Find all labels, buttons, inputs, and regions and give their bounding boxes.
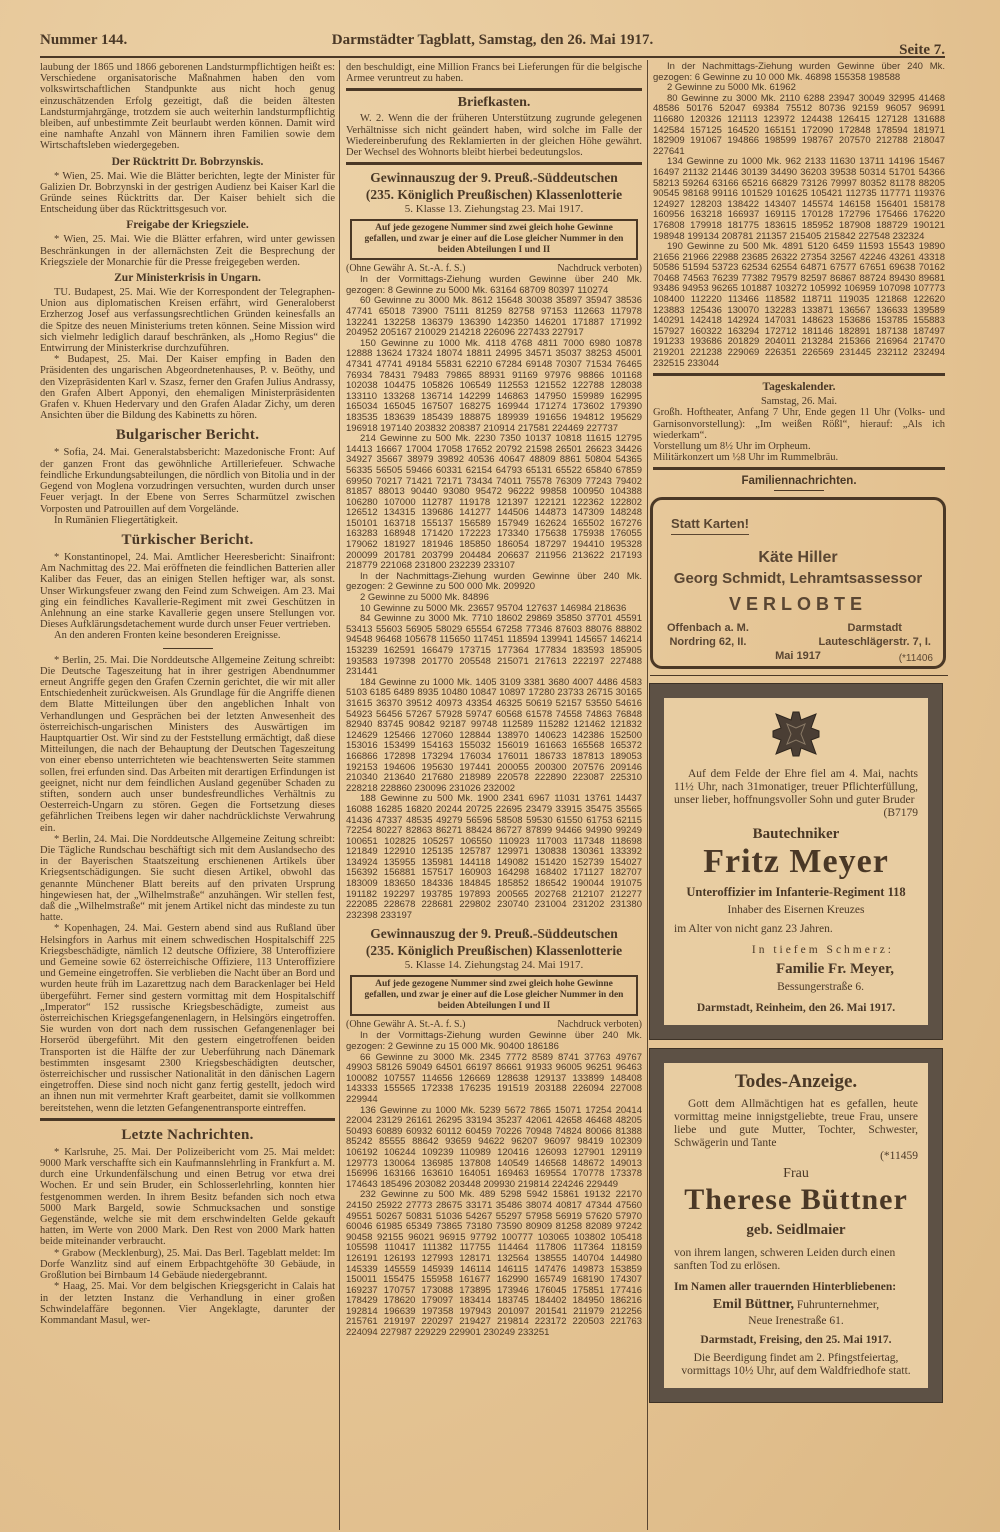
signer-job: Fuhrunternehmer, xyxy=(796,1299,880,1312)
lottery-numbers: 190 Gewinne zu 500 Mk. 4891 5120 6459 11593 15543 19890 21656 21966 22988 23685 26322 27354 32567 42246 43261 43318 50586 51594 53723 62534 62554 64871 67577 67651 69638 70162 70468 74563 76239 77382 79579 82597 86867 88724 89430 89681 93486 94953 96265 101887 103272 105992 106959 107098 107773 108400 112220 113466 118582 118711 119035 121868 122620 123883 125436 130070 132283 133871 136567 136633 139589 140291 142418 142924 147031 148623 153686 153785 155883 157927 160322 163294 172712 181146 182891 187138 187497 191233 193686 201829 204011 213284 215366 216964 217470 219201 221238 229069 226351 226569 231445 232112 232494 232515 233044 xyxy=(653,241,945,369)
lottery-numbers: In der Nachmittags-Ziehung wurden Gewinne über 240 Mk. gezogen: 2 Gewinne zu 500 000 Mk. 209920 xyxy=(346,570,642,593)
lottery-numbers: 80 Gewinne zu 3000 Mk. 2110 6288 23947 30049 32995 41468 48586 50176 52047 69384 75512 80736 92159 96057 96991 116680 120326 121113 123972 124438 126415 127128 131688 142584 157125 164520 165151 172090 172848 178594 181971 182909 191067 194866 198599 198767 207570 212788 218047 227641 xyxy=(653,92,945,157)
place-date: Darmstadt, Freising, den 25. Mai 1917. xyxy=(700,1334,892,1347)
lottery-date: 5. Klasse 13. Ziehungstag 23. Mai 1917. xyxy=(404,203,584,216)
newspaper-title: Darmstädter Tagblatt, Samstag, den 26. Mai 1917. xyxy=(331,32,654,48)
deceased-award: Inhaber des Eisernen Kreuzes xyxy=(727,904,865,917)
article-heading: Zur Ministerkrisis in Ungarn. xyxy=(114,272,261,285)
column-divider xyxy=(339,60,340,1530)
page-header xyxy=(40,30,945,58)
deceased-title: Bautechniker xyxy=(752,826,840,843)
article-text: * Konstantinopel, 24. Mai. Amtlicher Heeresbericht: Sinaifront: Am Nachmittag des 22. Mai eröffneten die feindlichen Batterien aller Kaliber das Feuer, das an einigen Stellen heftiger war, als sonst. Unser Wirkungsfeuer zwang den Feind zum Schweigen. Am 23. Mai ging ein feindliches Kavallerie-Regiment mit zwei Geschützen in Anlehnung an eine starke Kavallerie gegen unsere Stellungen vor. Dieses Aufklärungsdetachement wurde durch unser Feuer vertrieben. xyxy=(40,551,335,631)
obituary-buettner xyxy=(650,1049,942,1402)
reprint-forbidden: Nachdruck verboten) xyxy=(557,263,642,275)
no-guarantee: (Ohne Gewähr A. St.-A. f. S.) xyxy=(346,263,466,275)
ad-date: Mai 1917 xyxy=(775,650,821,663)
article-text: * Berlin, 24. Mai. Die Norddeutsche Allgemeine Zeitung schreibt: Die Tägliche Rundschau beschäftigt sich mit dem Auslandsecho des in der Bayerischen Staatszeitung erschienenen Artikels über Kriegsentschädigungen. Sie sucht diesen Artikel, obwohl das genannte Münchener Blatt bereits auf den privaten Ursprung hingewiesen hat, der „Wilhelmstraße“ anzuhängen. Wir stellen fest, daß die „Wilhelmstraße“ mit jenem Artikel nicht das mindeste zu tun hatte. xyxy=(40,833,335,924)
article-text: * Wien, 25. Mai. Wie die Blätter berichten, legte der Minister für Galizien Dr. Bobrzynski in der gestrigen Audienz bei Kaiser Karl die Gründe seines Rücktritts dar. Der Kaiser behielt sich die Entscheidung über das Rücktrittsgesuch vor. xyxy=(40,170,335,216)
grief-line: In tiefem Schmerz: xyxy=(751,944,894,957)
deceased-age: im Alter von nicht ganz 23 Jahren. xyxy=(674,923,833,936)
article-text: laubung der 1865 und 1866 geborenen Landsturmpflichtigen heißt es: Verschiedene organisatorische Maßnahmen haben den vom volkswirtschaftlichen Standpunkte aus nicht hoch genug einzuschätzenden Erfolg gezeitigt, daß die beiden ältesten Landsturmjahrgänge, trotzdem sie auch weiterhin landsturmpflichtig bleiben, auf unbestimmte Zeit beurlaubt werden können. Damit wird eine namhafte Anzahl von Männern ihren Familien sowie dem Wirtschaftsleben wiedergegeben. xyxy=(40,62,335,152)
article-text: den beschuldigt, eine Million Francs bei Lieferungen für die belgische Armee veruntreut zu haben. xyxy=(346,62,642,85)
engagement-announcement xyxy=(650,497,946,669)
ad-label: Statt Karten! xyxy=(671,516,749,535)
calendar-entry: Vorstellung um 8½ Uhr im Orpheum. xyxy=(653,441,811,453)
calendar-entry: Großh. Hoftheater, Anfang 7 Uhr, Ende gegen 11 Uhr (Volks- und Garnisonvorstellung): „Im weißen Rößl“, hierauf: „Als ich wiederkam“. xyxy=(653,407,945,441)
place-date: Darmstadt, Reinheim, den 26. Mai 1917. xyxy=(696,1002,896,1015)
signer-name: Emil Büttner, xyxy=(712,1297,794,1313)
lottery-numbers: 188 Gewinne zu 500 Mk. 1900 2341 6967 11031 13761 14437 16088 16285 16820 20244 20725 22695 23479 33915 35475 35565 41436 47337 48535 49279 56596 58508 59530 61550 61753 62115 72254 80227 82863 86271 88424 86727 87899 94466 94990 99249 100651 102825 105257 106550 110923 117003 117348 118698 121849 122910 125135 125787 129971 130838 130361 133392 134924 135955 135981 144118 149082 151420 152739 154027 156392 156881 157517 160903 164298 168402 171127 182707 183009 183650 184336 184845 185852 186542 190044 191075 191182 192297 193785 197893 200565 202768 212107 212277 222085 228678 228681 229802 230740 231004 231202 231380 232398 233197 xyxy=(346,793,642,921)
divider xyxy=(163,648,213,649)
lottery-title: Gewinnauszug der 9. Preuß.-Süddeutschen xyxy=(370,926,618,942)
middle-column xyxy=(346,62,642,1339)
divider xyxy=(650,675,948,676)
lottery-numbers: 2 Gewinne zu 5000 Mk. 84896 xyxy=(360,592,489,604)
lottery-numbers: 84 Gewinne zu 3000 Mk. 7710 18602 29869 35850 37701 45591 53413 55603 56905 58029 65554 67258 77346 87603 88076 88802 94548 96468 105678 115650 117451 118594 139941 145657 146214 153239 162591 166479 173715 177364 177834 183593 185905 193583 197398 201770 205548 215071 217613 222197 227488 231441 xyxy=(346,613,642,678)
left-column xyxy=(40,62,335,1326)
article-text: * Berlin, 25. Mai. Die Norddeutsche Allgemeine Zeitung schreibt: Die Deutsche Tageszeitung hat in ihrer gestrigen Abendnummer erneut Angriffe gegen den Grafen Czernin gerichtet, die wir mit aller Entschiedenheit zurückweisen. Als Grundlage für die Angriffe dienen dem Blatte Mitteilungen über den angeblichen Inhalt von Verhandlungen und Gesprächen bei der letzten Anwesenheit des österreichisch-ungarischen Ministers des Auswärtigen im Hauptquartier Ost. Wir sind zu der Feststellung ermächtigt, daß diese Mitteilungen, die nach der Behauptung der Deutschen Tageszeitung von einer ebenso unterrichteten wie beachtenswerten Seite stammen sollen, frei erfunden sind. Das Arbeiten mit derartigen Erfindungen ist geeignet, nicht nur dem feindlichen Ausland gegenüber Schaden zu stiften, sondern auch unser bundesfreundliches Verhältnis zu Oesterreich-Ungarn zu stören. Gegen die Fortsetzung dieses gefährlichen Treibens legen wir daher nachdrücklichste Verwahrung ein. xyxy=(40,654,335,834)
article-text: W. 2. Wenn die der früheren Unterstützung zugrunde gelegenen Verhältnisse sich nicht geändert haben, wird solche im Falle der Wiedereinberufung des Reklamierten in der gleichen Höhe gewährt. Der Wechsel des Wohnorts bleibt hierbei bedeutungslos. xyxy=(346,113,642,159)
right-column xyxy=(653,62,945,1402)
article-text: * Sofia, 24. Mai. Generalstabsbericht: Mazedonische Front: Auf der ganzen Front das gewöhnliche Artilleriefeuer. Schwache feindliche Erkundungsabteilungen, die nördlich von Bitolia und in der Gegend von Moglena vorzudringen versuchten, wurden durch unser Feuer verjagt. In der Ebene von Serres Scharmützel zwischen Vorposten und Patrouillen auf dem Vorgelände. xyxy=(40,447,335,515)
article-text: * Budapest, 25. Mai. Der Kaiser empfing in Baden den Präsidenten des ungarischen Abgeordnetenhauses, P. v. Beöthy, und den Vizepräsidenten Karl v. Szasz, ferner den Grafen Julius Andrassy, den Grafen Albert Apponyi, den ehemaligen Ministerpräsidenten Grafen v. Khuen Hedervary und den Grafen Aladar Zichy, um deren Ansichten über die Bildung des Kabinetts zu hören. xyxy=(40,354,335,422)
section-heading: Türkischer Bericht. xyxy=(121,531,254,548)
divider xyxy=(40,1118,335,1121)
city: Darmstadt xyxy=(847,622,902,635)
calendar-entry: Militärkonzert um ½8 Uhr im Rummelbräu. xyxy=(653,452,839,464)
groom-name: Georg Schmidt, Lehramtsassessor xyxy=(673,570,923,588)
street: Nordring 62, II. xyxy=(669,636,747,649)
bride-name: Käte Hiller xyxy=(758,549,838,567)
lottery-numbers: 66 Gewinne zu 3000 Mk. 2345 7772 8589 8741 37763 49767 49903 58126 59049 64501 66197 86661 91933 96005 96251 96463 100082 107557 114656 126669 128638 129137 133899 148408 143333 155565 172338 176235 191519 203188 226094 227008 229944 xyxy=(346,1051,642,1105)
lottery-numbers: 134 Gewinne zu 1000 Mk. 962 2133 11630 13711 14196 15467 16497 21132 21446 30139 34490 36203 39538 50314 51701 54366 58213 59264 63166 65216 66829 73126 79997 80352 81178 88205 90545 98168 99116 101529 101625 105421 112735 117771 119376 124927 128203 138422 143407 145574 146158 156401 158178 160956 163218 166937 169115 170128 172796 175466 176220 176808 179918 181775 183615 185952 187908 188729 190121 198948 199134 208781 211357 215405 215842 227548 232324 xyxy=(653,156,945,242)
page-number: Seite 7. xyxy=(899,42,945,58)
signer-address: Neue Irenestraße 61. xyxy=(748,1315,844,1328)
section-heading: Letzte Nachrichten. xyxy=(121,1126,254,1143)
lottery-numbers: 184 Gewinne zu 1000 Mk. 1405 3109 3381 3680 4007 4486 4583 5103 6185 6489 8935 10480 10847 10897 17280 23733 26715 30165 31615 36370 39512 40973 43354 46325 50619 52157 53550 54616 54923 56456 57267 57928 59747 60568 61578 74558 74863 76848 82940 83745 90842 92187 99748 112589 115282 121462 121832 124629 125466 127060 128844 138970 140623 142386 152500 153016 153499 154163 155032 156019 161663 165568 165372 166866 172898 173294 176034 176011 186733 187813 189053 192153 194606 195630 197441 200055 200300 207576 209146 210340 213640 217680 218989 220578 222890 223087 225310 228218 228860 230096 231026 232002 xyxy=(346,676,642,794)
deceased-rank: Unteroffizier im Infanterie-Regiment 118 xyxy=(686,885,906,900)
lottery-numbers: 232 Gewinne zu 500 Mk. 489 5298 5942 15861 19132 22170 24150 25922 27773 28675 33171 35486 38074 40817 47344 47560 49551 50267 50831 51036 54267 55297 57958 56919 57620 57970 60046 61985 65349 73865 73180 73590 80909 81258 82089 97242 90458 92155 96021 96915 97792 100777 103065 103802 105418 105598 110417 111382 117755 114464 117806 117364 118159 126191 126193 127993 128171 132564 138555 140704 144980 145339 145559 145939 146114 146115 147476 149873 153859 150011 155475 155958 161677 162990 165749 168190 174307 169237 170757 173088 173895 173946 176045 175851 177416 178429 178620 179097 183414 183745 184402 184950 186216 192814 196639 197358 197943 201097 201541 211979 212256 215761 219197 220297 219427 219814 223172 220503 221763 224094 227987 229229 229901 230249 233251 xyxy=(346,1189,642,1339)
lottery-numbers: In der Vormittags-Ziehung wurden Gewinne über 240 Mk. gezogen: 8 Gewinne zu 5000 Mk. 63164 68709 80397 110274 xyxy=(346,274,642,296)
obituary-meyer xyxy=(650,684,942,1039)
reprint-forbidden: Nachdruck verboten) xyxy=(557,1019,642,1031)
lottery-notice: Auf jede gezogene Nummer sind zwei gleich hohe Gewinne gefallen, und zwar je einer auf die Lose gleicher Nummer in den beiden Abteilungen I und II xyxy=(350,975,638,1016)
divider xyxy=(346,162,642,165)
lottery-numbers: In der Nachmittags-Ziehung wurden Gewinne über 240 Mk. gezogen: 6 Gewinne zu 10 000 Mk. 46898 155358 198588 xyxy=(653,61,945,83)
lottery-numbers: 60 Gewinne zu 3000 Mk. 8612 15648 30038 35897 35947 38536 47741 65018 73900 75111 81259 82758 97153 112663 117978 132241 132258 136379 136390 142350 146201 171887 171992 204952 205167 210029 214218 226096 227433 227917 xyxy=(346,295,642,339)
bereaved-line: Im Namen aller trauernden Hinterbliebenen: xyxy=(674,1281,897,1294)
obituary-title: Todes-Anzeige. xyxy=(734,1071,858,1093)
article-text: * Karlsruhe, 25. Mai. Der Polizeibericht vom 25. Mai meldet: 9000 Mark verschaffte sich ein Kaufmannslehrling in Frankfurt a. M. durch eine Urkundenfälschung und einen Betrug vor etwa drei Wochen. Er und sein Bruder, ein Schlosserlehrling, konnten hier festgenommen werden. In ihrem Besitz befanden sich noch etwa 5000 Mark Bargeld, sowie Schmucksachen und sonstige Gegenstände, welche sie mit dem erschwindelten Gelde gekauft hatten, im Werte von 2000 Mark. Den Rest von 2000 Mark hatten beide miteinander verbraucht. xyxy=(40,1146,335,1248)
divider xyxy=(653,373,945,376)
section-heading: Bulgarischer Bericht. xyxy=(115,427,260,444)
family-address: Bessungerstraße 6. xyxy=(777,981,864,994)
lottery-numbers: 214 Gewinne zu 500 Mk. 2230 7350 10137 10818 11615 12795 14413 16667 17004 17058 17652 20792 21598 26501 26623 34426 34927 35667 38979 39892 40536 40647 48809 8861 50804 54365 56335 56505 59466 60331 62154 64793 65131 65522 65840 67859 69950 70217 71421 72171 73434 74011 75578 76309 77243 79402 81857 88013 90440 93080 95472 96222 99858 100950 104388 106280 107000 112787 119178 121397 122121 122362 122802 126512 134315 139686 141277 144506 144873 147309 148248 150101 163718 155137 156589 157949 162624 165502 167276 163283 168948 171420 172223 173340 175638 175938 176055 179062 181927 181946 185850 186054 187297 194410 195328 200099 201781 203799 204484 206637 211956 213622 217193 218779 221068 231800 232239 233107 xyxy=(346,433,642,572)
lottery-numbers: 2 Gewinne zu 5000 Mk. 61962 xyxy=(667,82,796,94)
no-guarantee: (Ohne Gewähr A. St.-A. f. S.) xyxy=(346,1019,466,1031)
article-heading: Tageskalender. xyxy=(762,381,836,394)
obituary-text: von ihrem langen, schweren Leiden durch einen sanften Tod zu erlösen. xyxy=(674,1247,896,1273)
maiden-name: geb. Seidlmaier xyxy=(746,1222,846,1239)
lottery-numbers: 150 Gewinne zu 1000 Mk. 4118 4768 4811 7000 6980 10878 12888 13624 17324 18074 18811 24995 34571 35037 38253 45001 47341 47741 49184 55831 62210 67284 69148 70307 71534 76465 76934 78431 79483 79865 88931 91169 97976 98866 101168 102038 104475 105826 106549 112553 121552 122788 128038 133110 133268 136714 142299 146863 147950 159989 162995 165034 165045 167507 168275 169944 171274 173602 179390 183535 183639 185439 188875 189939 191656 194812 195629 196918 197140 203832 208387 210914 217581 224469 227737 xyxy=(346,337,642,434)
article-heading: Briefkasten. xyxy=(457,95,531,111)
obituary-intro: Gott dem Allmächtigen hat es gefallen, heute vormittag meine innigstgeliebte, treue Frau, unsere liebe und gute Mutter, Tochter, Schwester, Schwägerin und Tante xyxy=(674,1098,918,1150)
article-text: In Rumänien Fliegertätigkeit. xyxy=(54,514,178,526)
ad-code: (*11406 xyxy=(898,653,933,665)
lottery-date: 5. Klasse 14. Ziehungstag 24. Mai 1917. xyxy=(404,959,584,972)
divider xyxy=(774,490,824,491)
deceased-name: Fritz Meyer xyxy=(703,843,889,881)
article-text: An den anderen Fronten keine besonderen Ereignisse. xyxy=(54,630,281,642)
lottery-numbers: 136 Gewinne zu 1000 Mk. 5239 5672 7865 15071 17254 20414 22004 23129 26161 26295 33194 35237 42061 42658 46468 48205 50493 60889 60932 60112 60459 70226 70948 74824 80066 81388 85242 85555 88642 93659 94622 96207 96097 98419 102309 106192 106244 109239 110989 120416 126093 127901 129119 129773 130064 136985 137808 140549 146568 148672 149013 156996 163166 163610 164051 169463 169554 170778 173378 174643 185496 203082 203448 209930 219814 224246 229449 xyxy=(346,1104,642,1190)
deceased-name: Therese Büttner xyxy=(684,1183,908,1217)
lottery-numbers: 10 Gewinne zu 5000 Mk. 23657 95704 127637 146984 218636 xyxy=(360,602,627,614)
column-divider xyxy=(647,60,648,1530)
article-text: TU. Budapest, 25. Mai. Wie der Korrespondent der Telegraphen-Union aus diplomatischen Kreisen erfährt, wird Generaloberst Erzherzog Josef aus verfassungsrechtlichen Gründen keinesfalls an die Spitze des neuen Ministeriums treten können. Seine Mission wird sich vielmehr lediglich darauf beschränken, als „Homo Regius“ die Entwirrung der Ministerkrise durchzuführen. xyxy=(40,287,335,355)
street: Lauteschlägerstr. 7, I. xyxy=(818,636,931,649)
article-text: * Haag, 25. Mai. Vor dem belgischen Kriegsgericht in Calais hat in der letzten Instanz die Verhandlung in einer großen Schwindelaffäre begonnen. Vier Angeklagte, darunter der Kommandant Masul, wer- xyxy=(40,1281,335,1326)
lottery-title: Gewinnauszug der 9. Preuß.-Süddeutschen xyxy=(370,170,618,186)
engaged-label: VERLOBTE xyxy=(728,594,867,615)
signer xyxy=(674,1298,918,1312)
section-heading: Familiennachrichten. xyxy=(741,475,857,488)
bride-address xyxy=(667,621,749,649)
article-heading: Freigabe der Kriegsziele. xyxy=(126,219,249,232)
lottery-title: (235. Königlich Preußischen) Klassenlotterie xyxy=(365,943,623,959)
obituary-intro: Auf dem Felde der Ehre fiel am 4. Mai, nachts 11½ Uhr, nach 31monatiger, treuer Pflichterfüllung, unser lieber, hoffnungsvoller Sohn und guter Bruder xyxy=(674,768,918,807)
lottery-notice: Auf jede gezogene Nummer sind zwei gleich hohe Gewinne gefallen, und zwar je einer auf die Lose gleicher Nummer in den beiden Abteilungen I und II xyxy=(350,219,638,260)
divider xyxy=(653,467,945,470)
lottery-title: (235. Königlich Preußischen) Klassenlotterie xyxy=(365,187,623,203)
family-name: Familie Fr. Meyer, xyxy=(775,961,894,978)
divider xyxy=(346,88,642,91)
calendar-date: Samstag, 26. Mai. xyxy=(760,396,838,408)
ad-code: (B7179 xyxy=(883,807,918,820)
article-text: * Kopenhagen, 24. Mai. Gestern abend sind aus Rußland über Helsingfors in Aarhus mit einem schwedischen Hospitalschiff 225 Kriegsbeschädigte, nämlich 12 deutsche Offiziere, 38 Unteroffiziere und Gemeine sowie 62 österreichische Offiziere, 113 Unteroffiziere und Gemeine eingetroffen. Sie verblieben die Nacht über an Bord und wurden heute früh im Lazarettzug nach dem Barackenlager bei Held übergeführt. Ferner sind gestern vormittag mit dem Hospitalschiff „Imperator“ 152 russische Kriegsbeschädigte, zumeist aus österreichischen Kriegsgefangenenlagern, in Helsingörs eingetroffen. Sie wurden von dort nach dem russischen Gefangenenlager bei Horseröd übergeführt. Mit den gestern eingetroffenen beiden Transporten ist die Hälfte der zur Ueberführung nach Dänemark bestimmten insgesamt 2300 Kriegsbeschädigten deutscher, österreichischer und russischer Nationalität in den dänischen Lagern eingetroffen. Diese sind noch nicht ganz fertig gestellt, jedoch wird an ihnen nun mit vermehrter Kraft gearbeitet, damit sie vollkommen bereitstehen, wenn die letzten Gefangenentransporte eintreffen. xyxy=(40,923,335,1114)
ad-code: (*11459 xyxy=(880,1150,918,1163)
issue-number: Nummer 144. xyxy=(40,32,128,48)
lottery-numbers: In der Vormittags-Ziehung wurden Gewinne über 240 Mk. gezogen: 2 Gewinne zu 15 000 Mk. 90400 186186 xyxy=(346,1030,642,1053)
iron-cross-icon xyxy=(674,710,918,762)
article-heading: Der Rücktritt Dr. Bobrzynskis. xyxy=(111,155,264,168)
article-text: * Grabow (Mecklenburg), 25. Mai. Das Berl. Tageblatt meldet: Im Dorfe Wanzlitz sind auf einem Erbpachtgehöfte 30 Gebäude, in Großlution bei Birnbaum 14 Gebäude niedergebrannt. xyxy=(40,1247,335,1282)
groom-address xyxy=(819,621,932,649)
article-text: * Wien, 25. Mai. Wie die Blätter erfahren, wird unter gewissen Beschränkungen in der allernächsten Zeit die Besprechung der Kriegsziele der Monarchie für die Presse freigegeben werden. xyxy=(40,234,335,268)
funeral-info: Die Beerdigung findet am 2. Pfingstfeiertag, vormittags 10½ Uhr, auf dem Waldfriedhofe statt. xyxy=(681,1352,911,1378)
deceased-title: Frau xyxy=(783,1166,809,1182)
city: Offenbach a. M. xyxy=(667,622,749,635)
